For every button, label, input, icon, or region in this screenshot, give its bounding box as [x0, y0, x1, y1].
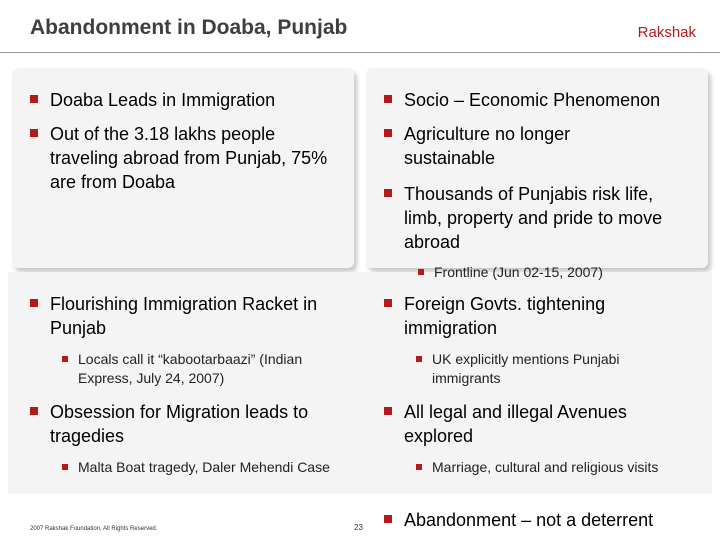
square-bullet-icon — [62, 464, 68, 470]
bullet-foreign-govts — [384, 292, 684, 340]
square-bullet-icon — [384, 189, 392, 197]
square-bullet-icon — [384, 407, 392, 415]
bullet-legal-illegal-avenues — [384, 400, 684, 448]
brand-logo: Rakshak — [637, 24, 696, 41]
bullet-text: Socio – Economic Phenomenon — [404, 90, 661, 110]
footer-copyright: 2007 Rakshak Foundation. All Rights Reserved. — [30, 526, 158, 532]
square-bullet-icon — [30, 129, 38, 137]
square-bullet-icon — [416, 356, 422, 362]
square-bullet-icon — [384, 95, 392, 103]
bullet-agriculture — [384, 122, 654, 170]
source-frontline — [418, 263, 708, 282]
bullet-text: Flourishing Immigration Racket in Punjab — [50, 294, 318, 338]
square-bullet-icon — [62, 356, 68, 362]
bullet-text: Out of the 3.18 lakhs people traveling abroad from Punjab, 75% are from Doaba — [50, 124, 328, 192]
bullet-text: Foreign Govts. tightening immigration — [404, 294, 606, 338]
bullet-socio-economic — [384, 88, 714, 112]
sub-uk-mentions — [416, 350, 686, 388]
bullet-text: Obsession for Migration leads to tragedies — [50, 402, 309, 446]
page-number: 23 — [354, 523, 363, 532]
square-bullet-icon — [384, 299, 392, 307]
sub-bullet-text: Frontline (Jun 02-15, 2007) — [434, 264, 603, 280]
header-divider — [0, 52, 720, 53]
sub-bullet-text: UK explicitly mentions Punjabi immigrants — [432, 351, 620, 386]
sub-marriage-visits — [416, 458, 686, 477]
bullet-text: Abandonment – not a deterrent — [404, 510, 654, 530]
square-bullet-icon — [30, 299, 38, 307]
bullet-text: Thousands of Punjabis risk life, limb, property and pride to move abroad — [404, 184, 663, 252]
bullet-text: All legal and illegal Avenues explored — [404, 402, 627, 446]
bullet-immigration-racket — [30, 292, 350, 340]
bullet-doaba-leads — [30, 88, 350, 112]
sub-bullet-text: Marriage, cultural and religious visits — [432, 459, 659, 475]
bullet-abandonment-deterrent — [384, 508, 714, 532]
sub-bullet-text: Malta Boat tragedy, Daler Mehendi Case — [78, 459, 330, 475]
bullet-lakhs-people — [30, 122, 330, 194]
sub-malta-boat — [62, 458, 352, 477]
bullet-thousands-punjabis — [384, 182, 696, 254]
bullet-migration-tragedies — [30, 400, 350, 448]
square-bullet-icon — [30, 95, 38, 103]
bullet-text: Doaba Leads in Immigration — [50, 90, 276, 110]
square-bullet-icon — [384, 515, 392, 523]
square-bullet-icon — [416, 464, 422, 470]
square-bullet-icon — [384, 129, 392, 137]
square-bullet-icon — [418, 269, 424, 275]
square-bullet-icon — [30, 407, 38, 415]
bullet-text: Agriculture no longer sustainable — [404, 124, 571, 168]
page-title: Abandonment in Doaba, Punjab — [30, 16, 348, 39]
sub-bullet-text: Locals call it “kabootarbaazi” (Indian Express, July 24, 2007) — [78, 351, 303, 386]
sub-kabootarbaazi — [62, 350, 352, 388]
